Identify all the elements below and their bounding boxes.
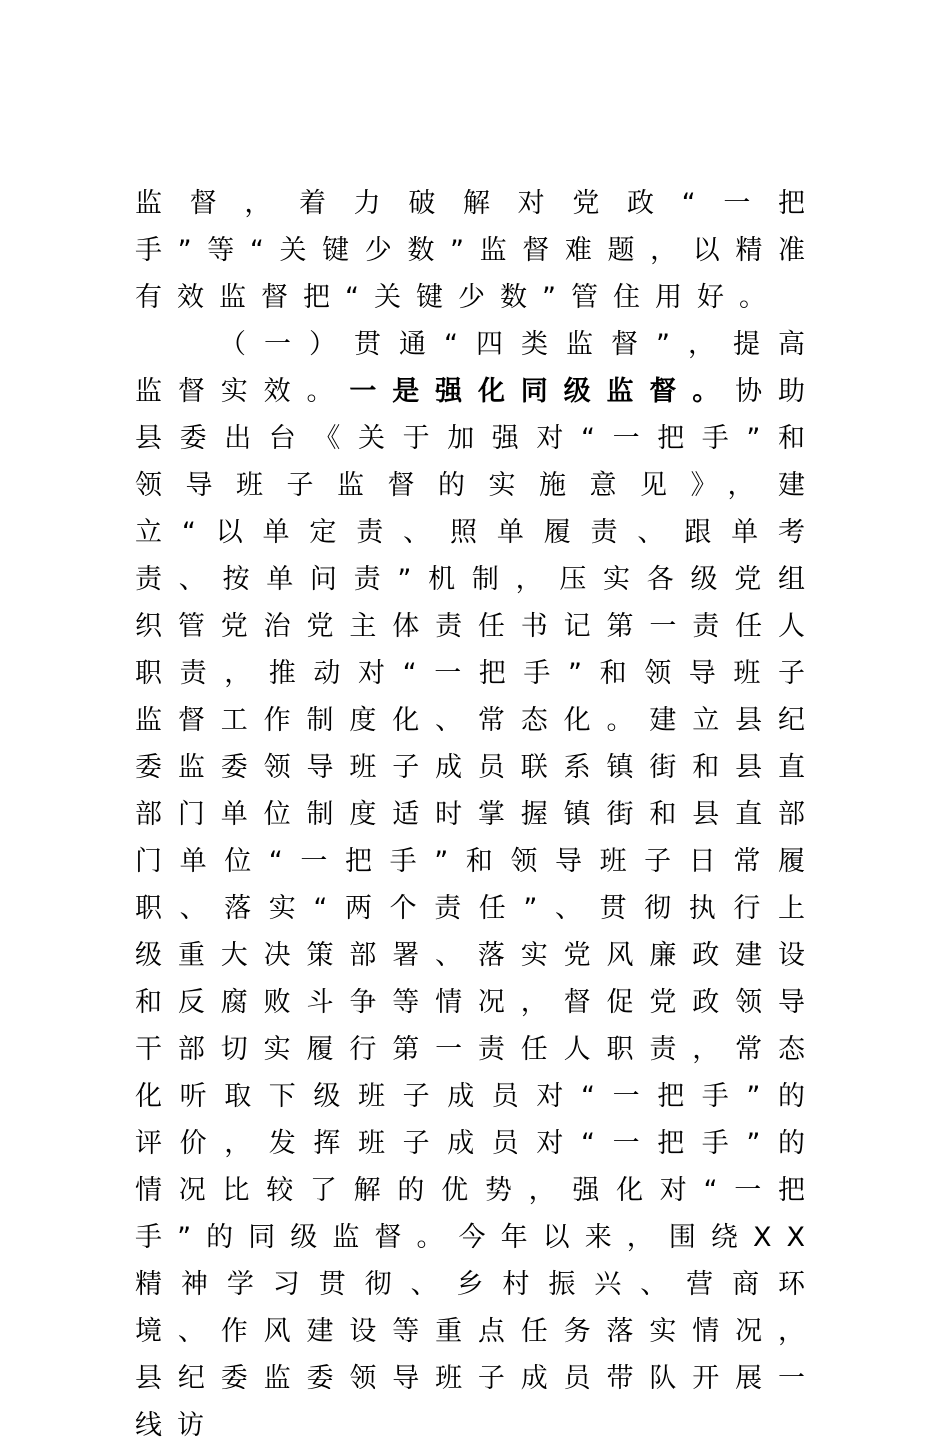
bold-lead-phrase: 一是强化同级监督。 xyxy=(349,376,736,407)
paragraph-continuation xyxy=(135,180,820,321)
paragraph-body: 协助县委出台《关于加强对“一把手”和领导班子监督的实施意见》，建立“以单定责、照单履责、跟单考责、按单问责”机制，压实各级党组织管党治党主体责任书记第一责任人职责，推动对“一把手”和领导班子监督工作制度化、常态化。建立县纪委监委领导班子成员联系镇街和县直部门单位制度适时掌握镇街和县直部门单位“一把手”和领导班子日常履职、落实“两个责任”、贯彻执行上级重大决策部署、落实党风廉政建设和反腐败斗争等情况，督促党政领导干部切实履行第一责任人职责，常态化听取下级班子成员对“一把手”的评价，发挥班子成员对“一把手”的情况比较了解的优势，强化对“一把手”的同级监督。今年以来，围绕XX精神学习贯彻、乡村振兴、营商环境、作风建设等重点任务落实情况，县纪委监委领导班子成员带队开展一线访 xyxy=(135,376,821,1441)
paragraph-text: 监督，着力破解对党政“一把手”等“关键少数”监督难题，以精准有效监督把“关键少数”管住用好。 xyxy=(135,188,820,313)
document-body xyxy=(135,180,820,1449)
paragraph-section-one xyxy=(135,321,820,1449)
section-heading: （一）贯通“四类监督”，提高监督实效。 xyxy=(135,329,820,407)
